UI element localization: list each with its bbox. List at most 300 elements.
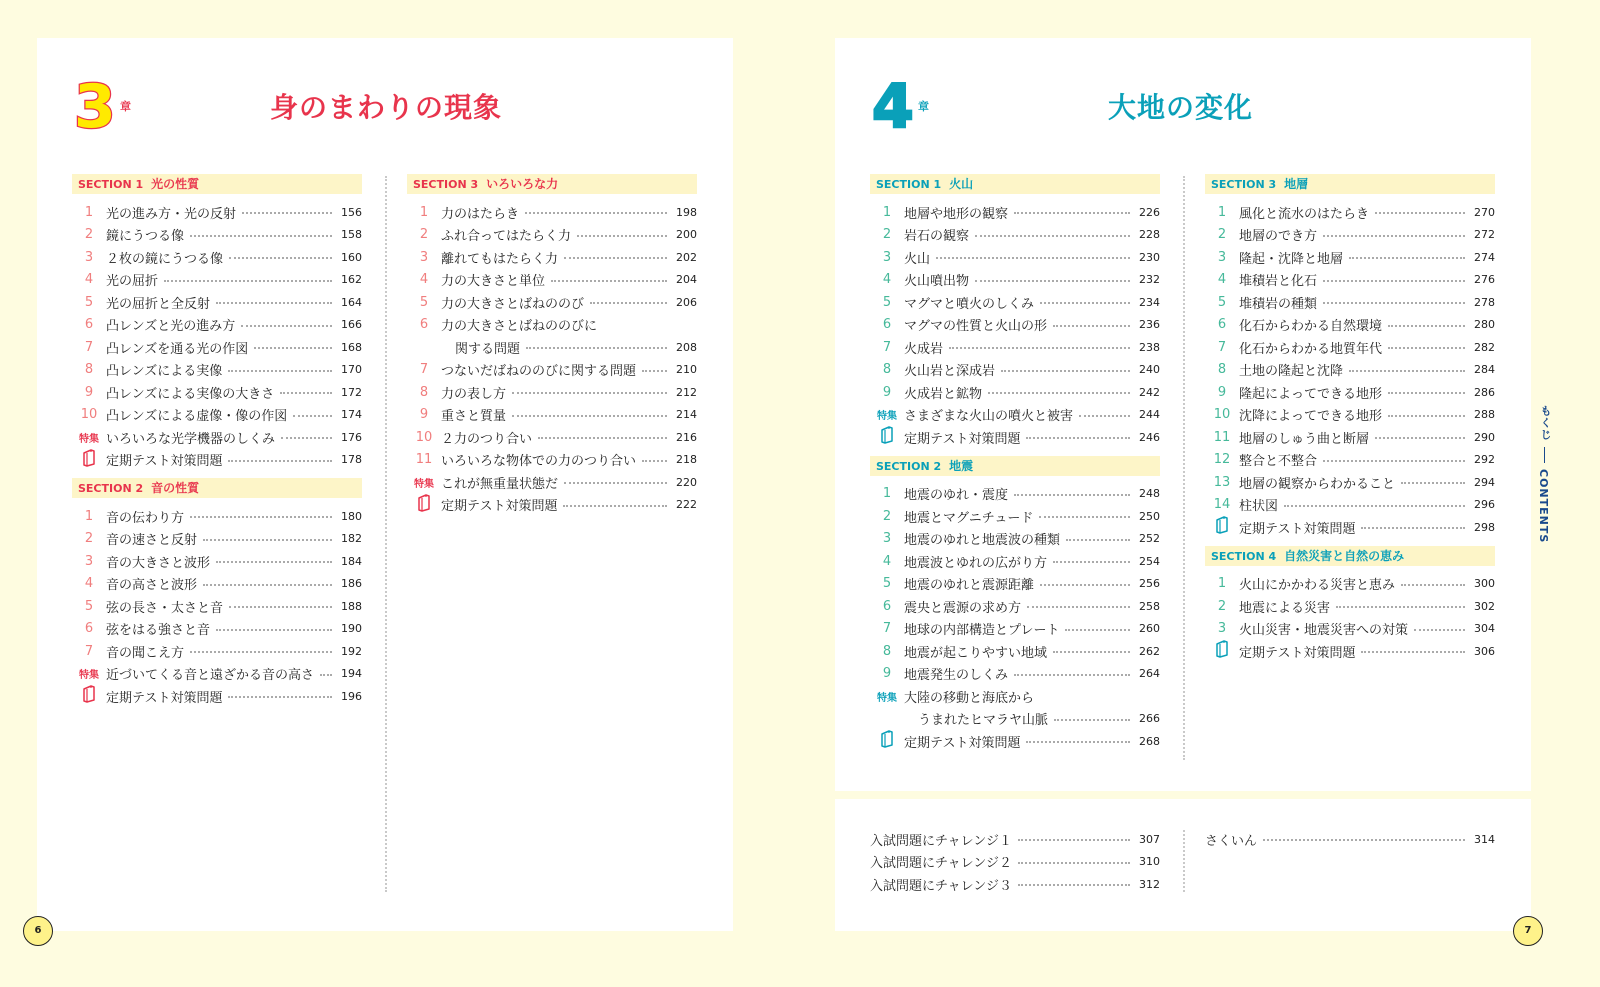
appendix-entry[interactable] (1205, 828, 1495, 851)
toc-entry[interactable] (870, 550, 1160, 573)
dot-leader (254, 347, 332, 349)
dot-leader (320, 674, 332, 676)
entry-number: 3 (84, 249, 94, 265)
toc-entry[interactable] (72, 359, 362, 382)
dot-leader (564, 257, 667, 259)
entry-page: 190 (341, 622, 362, 636)
toc-entry[interactable] (407, 246, 697, 269)
entry-number: 2 (419, 227, 429, 243)
special-feature-badge: 特集 (877, 692, 897, 704)
entry-title: 地層のしゅう曲と断層 (1239, 431, 1370, 447)
special-feature-badge: 特集 (79, 670, 99, 682)
toc-entry[interactable] (72, 685, 362, 708)
toc-entry[interactable] (870, 269, 1160, 292)
appendix-entry[interactable] (870, 851, 1160, 874)
toc-entry[interactable] (72, 224, 362, 247)
dot-leader (512, 392, 667, 394)
dot-leader (216, 629, 332, 631)
section-label: SECTION 3 (413, 178, 479, 191)
entry-title: 関する問題 (455, 341, 521, 357)
toc-entry[interactable] (72, 269, 362, 292)
entry-number: 8 (419, 384, 429, 400)
entry-page: 252 (1139, 532, 1160, 546)
toc-entry[interactable] (870, 730, 1160, 753)
entry-title: 岩石の観察 (904, 229, 970, 245)
entry-title: 堆積岩と化石 (1239, 274, 1318, 290)
toc-entry[interactable] (72, 404, 362, 427)
dot-leader (1039, 516, 1130, 518)
toc-entry[interactable] (1205, 201, 1495, 224)
toc-entry[interactable] (407, 404, 697, 427)
entry-page: 276 (1474, 273, 1495, 287)
dot-leader (1026, 741, 1130, 743)
entry-title: ２力のつり合い (441, 431, 533, 447)
special-feature-badge: 特集 (877, 411, 897, 423)
entry-page: 176 (341, 430, 362, 444)
entry-title: 火山噴出物 (904, 274, 970, 290)
entry-page: 216 (676, 430, 697, 444)
toc-column (72, 174, 362, 708)
entry-number: 6 (882, 317, 892, 333)
dot-leader (1018, 839, 1130, 841)
toc-entry[interactable] (1205, 640, 1495, 663)
section-label: SECTION 2 (78, 482, 144, 495)
entry-page: 194 (341, 667, 362, 681)
toc-entry[interactable] (72, 573, 362, 596)
section-title: 自然災害と自然の恵み (1284, 548, 1405, 563)
entry-title: 定期テスト対策問題 (1239, 645, 1356, 661)
entry-title: いろいろな光学機器のしくみ (106, 431, 276, 447)
entry-title: いろいろな物体での力のつり合い (441, 454, 637, 470)
entry-number: 2 (1217, 598, 1227, 614)
section-spacer (72, 194, 362, 201)
toc-entry[interactable] (72, 201, 362, 224)
dot-leader (1054, 719, 1130, 721)
toc-entry[interactable] (72, 426, 362, 449)
entry-title: 力の大きさとばねののびに (441, 319, 598, 335)
entry-page: 160 (341, 250, 362, 264)
toc-entry[interactable] (870, 483, 1160, 506)
entry-number: 8 (882, 643, 892, 659)
toc-entry[interactable] (1205, 269, 1495, 292)
entry-title: 火山災害・地震災害への対策 (1239, 623, 1409, 639)
toc-entry[interactable] (72, 640, 362, 663)
entry-page: 248 (1139, 487, 1160, 501)
dot-leader (164, 280, 332, 282)
toc-entry[interactable] (1205, 573, 1495, 596)
dot-leader (1053, 325, 1130, 327)
entry-number: 7 (84, 339, 94, 355)
toc-entry[interactable] (407, 449, 697, 472)
entry-title: さくいん (1205, 833, 1258, 849)
entry-title: マグマの性質と火山の形 (904, 319, 1048, 335)
entry-title: 化石からわかる自然環境 (1239, 319, 1383, 335)
dot-leader (228, 460, 332, 462)
dot-leader (551, 280, 667, 282)
dot-leader (590, 302, 667, 304)
entry-number: 6 (1217, 317, 1227, 333)
toc-entry[interactable] (870, 314, 1160, 337)
entry-title: 音の速さと反射 (106, 533, 198, 549)
dot-leader (1388, 392, 1465, 394)
toc-entry[interactable] (1205, 595, 1495, 618)
toc-entry[interactable] (72, 663, 362, 686)
toc-entry[interactable] (72, 381, 362, 404)
entry-title: 重さと質量 (441, 409, 507, 425)
section-heading (870, 456, 1160, 476)
entry-page: 172 (341, 385, 362, 399)
entry-page: 278 (1474, 295, 1495, 309)
entry-title: 堆積岩の種類 (1239, 296, 1318, 312)
entry-page: 178 (341, 453, 362, 467)
dot-leader (229, 606, 332, 608)
entry-number: 4 (419, 272, 429, 288)
entry-title: 土地の隆起と沈降 (1239, 364, 1344, 380)
dot-leader (228, 696, 332, 698)
entry-title: うまれたヒマラヤ山脈 (918, 713, 1049, 729)
entry-number: 9 (882, 384, 892, 400)
chapter-number: 4 (872, 72, 914, 142)
entry-page: 302 (1474, 599, 1495, 613)
dot-leader (1361, 527, 1465, 529)
entry-number: 10 (80, 407, 98, 423)
chapter-number: 3 (74, 72, 116, 142)
section-spacer (1205, 566, 1495, 573)
toc-entry[interactable] (870, 404, 1160, 427)
entry-title: 定期テスト対策問題 (1239, 521, 1356, 537)
entry-page: 220 (676, 475, 697, 489)
toc-entry[interactable] (407, 336, 697, 359)
entry-page: 298 (1474, 520, 1495, 534)
entry-number: 6 (84, 317, 94, 333)
entry-title: 弦の長さ・太さと音 (106, 600, 224, 616)
toc-entry[interactable] (1205, 291, 1495, 314)
entry-title: 力の大きさと単位 (441, 274, 546, 290)
dot-leader (241, 325, 332, 327)
dot-leader (1066, 539, 1130, 541)
entry-number: 1 (84, 508, 94, 524)
dot-leader (216, 302, 332, 304)
entry-number: 4 (1217, 272, 1227, 288)
entry-number: 4 (882, 553, 892, 569)
dot-leader (1401, 482, 1465, 484)
entry-title: 力の大きさとばねののび (441, 296, 585, 312)
toc-entry[interactable] (72, 449, 362, 472)
entry-number: 5 (882, 294, 892, 310)
toc-column (1205, 174, 1495, 663)
entry-page: 288 (1474, 408, 1495, 422)
entry-title: ふれ合ってはたらく力 (441, 229, 572, 245)
entry-title: 光の進み方・光の反射 (106, 206, 237, 222)
toc-entry[interactable] (1205, 516, 1495, 539)
section-heading (1205, 174, 1495, 194)
dot-leader (1284, 505, 1465, 507)
toc-entry[interactable] (870, 246, 1160, 269)
side-divider (1544, 447, 1545, 463)
dot-leader (203, 539, 332, 541)
entry-title: 沈降によってできる地形 (1239, 409, 1383, 425)
entry-title: 風化と流水のはたらき (1239, 206, 1370, 222)
dot-leader (949, 347, 1130, 349)
entry-page: 284 (1474, 363, 1495, 377)
entry-page: 166 (341, 318, 362, 332)
entry-page: 242 (1139, 385, 1160, 399)
entry-title: 音の伝わり方 (106, 510, 185, 526)
entry-title: 定期テスト対策問題 (904, 431, 1021, 447)
appendix-entry[interactable] (870, 828, 1160, 851)
dot-leader (577, 235, 667, 237)
entry-title: 火山 (904, 251, 931, 267)
entry-number: 9 (882, 666, 892, 682)
toc-entry[interactable] (72, 505, 362, 528)
entry-page: 307 (1139, 832, 1160, 846)
toc-entry[interactable] (1205, 618, 1495, 641)
entry-page: 174 (341, 408, 362, 422)
entry-number: 8 (84, 362, 94, 378)
dot-leader (1065, 629, 1130, 631)
entry-page: 244 (1139, 408, 1160, 422)
toc-entry[interactable] (407, 471, 697, 494)
entry-page: 304 (1474, 622, 1495, 636)
section-heading (407, 174, 697, 194)
toc-entry[interactable] (1205, 246, 1495, 269)
entry-title: 入試問題にチャレンジ３ (870, 878, 1012, 894)
entry-number: 2 (882, 508, 892, 524)
dot-leader (1263, 839, 1465, 841)
toc-entry[interactable] (870, 426, 1160, 449)
entry-title: 整合と不整合 (1239, 454, 1318, 470)
entry-title: 音の高さと波形 (106, 578, 198, 594)
section-heading (1205, 546, 1495, 566)
dot-leader (1053, 651, 1130, 653)
dot-leader (512, 415, 667, 417)
toc-entry[interactable] (72, 618, 362, 641)
entry-title: 定期テスト対策問題 (106, 454, 223, 470)
side-label-jp: もくじ (1539, 405, 1552, 441)
toc-entry[interactable] (870, 291, 1160, 314)
toc-entry[interactable] (407, 314, 697, 337)
dot-leader (293, 415, 332, 417)
toc-entry[interactable] (407, 291, 697, 314)
entry-number: 3 (882, 249, 892, 265)
toc-entry[interactable] (1205, 224, 1495, 247)
entry-page: 158 (341, 228, 362, 242)
test-booklet-icon (72, 685, 106, 707)
entry-number: 4 (84, 576, 94, 592)
toc-entry[interactable] (870, 618, 1160, 641)
toc-entry[interactable] (870, 528, 1160, 551)
dot-leader (975, 280, 1130, 282)
section-spacer (1205, 194, 1495, 201)
toc-entry[interactable] (1205, 471, 1495, 494)
toc-entry[interactable] (1205, 336, 1495, 359)
toc-entry[interactable] (870, 685, 1160, 708)
entry-page: 222 (676, 498, 697, 512)
dot-leader (1388, 415, 1465, 417)
toc-entry[interactable] (1205, 494, 1495, 517)
toc-entry[interactable] (870, 336, 1160, 359)
dot-leader (642, 460, 667, 462)
dot-leader (229, 257, 332, 259)
entry-page: 262 (1139, 644, 1160, 658)
toc-entry[interactable] (1205, 404, 1495, 427)
entry-number: 3 (1217, 621, 1227, 637)
dot-leader (242, 212, 332, 214)
entry-number: 5 (419, 294, 429, 310)
toc-entry[interactable] (870, 595, 1160, 618)
dot-leader (1349, 257, 1465, 259)
entry-title: 大陸の移動と海底から (904, 690, 1035, 706)
entry-title: 柱状図 (1239, 499, 1279, 515)
toc-entry[interactable] (1205, 381, 1495, 404)
toc-entry[interactable] (870, 573, 1160, 596)
entry-page: 254 (1139, 554, 1160, 568)
entry-page: 186 (341, 577, 362, 591)
entry-page: 168 (341, 340, 362, 354)
toc-entry[interactable] (72, 595, 362, 618)
toc-entry[interactable] (407, 201, 697, 224)
entry-number: 5 (84, 598, 94, 614)
entry-title: 凸レンズと光の進み方 (106, 319, 236, 335)
toc-entry[interactable] (407, 426, 697, 449)
dot-leader (190, 516, 332, 518)
dot-leader (1375, 437, 1465, 439)
toc-entry[interactable] (72, 291, 362, 314)
dot-leader (1018, 884, 1130, 886)
toc-entry[interactable] (870, 640, 1160, 663)
toc-entry[interactable] (72, 528, 362, 551)
dot-leader (1053, 561, 1130, 563)
entry-page: 258 (1139, 599, 1160, 613)
dot-leader (203, 584, 332, 586)
toc-entry[interactable] (72, 314, 362, 337)
entry-title: 隆起・沈降と地層 (1239, 251, 1344, 267)
entry-number: 7 (1217, 339, 1227, 355)
toc-entry[interactable] (870, 201, 1160, 224)
entry-number: 2 (84, 227, 94, 243)
entry-title: これが無重量状態だ (441, 476, 559, 492)
entry-title: 定期テスト対策問題 (441, 499, 558, 515)
entry-title: 地層や地形の観察 (904, 206, 1009, 222)
entry-page: 314 (1474, 832, 1495, 846)
dot-leader (988, 392, 1130, 394)
section-heading (72, 174, 362, 194)
section-label: SECTION 4 (1211, 549, 1277, 563)
entry-number: 6 (419, 317, 429, 333)
entry-page: 228 (1139, 228, 1160, 242)
entry-title: 音の聞こえ方 (106, 645, 185, 661)
dot-leader (1414, 629, 1465, 631)
toc-entry[interactable] (72, 336, 362, 359)
entry-number: 1 (882, 204, 892, 220)
dot-leader (564, 482, 667, 484)
entry-page: 192 (341, 644, 362, 658)
section-label: SECTION 3 (1211, 178, 1277, 191)
entry-page: 300 (1474, 577, 1495, 591)
appendix-entry[interactable] (870, 873, 1160, 896)
toc-entry[interactable] (1205, 449, 1495, 472)
toc-entry[interactable] (72, 246, 362, 269)
section-label: SECTION 1 (78, 178, 144, 191)
dot-leader (1375, 212, 1465, 214)
toc-entry[interactable] (870, 224, 1160, 247)
page-number-badge: 7 (1513, 916, 1543, 946)
entry-number: 4 (882, 272, 892, 288)
toc-entry[interactable] (72, 550, 362, 573)
side-index-tab (1537, 405, 1551, 543)
toc-entry[interactable] (1205, 426, 1495, 449)
toc-entry[interactable] (870, 708, 1160, 731)
toc-entry[interactable] (407, 269, 697, 292)
entry-page: 282 (1474, 340, 1495, 354)
entry-title: さまざまな火山の噴火と被害 (904, 409, 1074, 425)
section-title: 地層 (1284, 177, 1309, 191)
entry-page: 164 (341, 295, 362, 309)
entry-page: 196 (341, 689, 362, 703)
entry-page: 294 (1474, 475, 1495, 489)
dot-leader (1014, 674, 1130, 676)
entry-title: 地震が起こりやすい地域 (904, 645, 1048, 661)
entry-title: 定期テスト対策問題 (904, 735, 1021, 751)
entry-number: 2 (84, 531, 94, 547)
toc-entry[interactable] (407, 494, 697, 517)
entry-page: 182 (341, 532, 362, 546)
toc-entry[interactable] (870, 359, 1160, 382)
entry-number: 1 (882, 486, 892, 502)
chapter-suffix: 章 (918, 100, 929, 113)
entry-page: 264 (1139, 667, 1160, 681)
entry-number: 7 (419, 362, 429, 378)
toc-entry[interactable] (870, 381, 1160, 404)
dot-leader (1040, 302, 1130, 304)
dot-leader (642, 370, 667, 372)
entry-page: 296 (1474, 498, 1495, 512)
entry-page: 250 (1139, 509, 1160, 523)
dot-leader (1323, 302, 1465, 304)
entry-title: 火成岩と鉱物 (904, 386, 983, 402)
section-title: 光の性質 (151, 177, 200, 191)
toc-entry[interactable] (407, 359, 697, 382)
entry-title: 凸レンズを通る光の作図 (106, 341, 249, 357)
entry-number: 1 (84, 204, 94, 220)
entry-page: 306 (1474, 644, 1495, 658)
entry-page: 208 (676, 340, 697, 354)
section-spacer (1205, 539, 1495, 546)
dot-leader (525, 212, 667, 214)
entry-page: 272 (1474, 228, 1495, 242)
entry-page: 312 (1139, 877, 1160, 891)
page-number-badge: 6 (23, 916, 53, 946)
section-spacer (72, 471, 362, 478)
toc-entry[interactable] (870, 505, 1160, 528)
entry-number: 2 (1217, 227, 1227, 243)
toc-entry[interactable] (1205, 359, 1495, 382)
entry-page: 268 (1139, 734, 1160, 748)
entry-page: 270 (1474, 205, 1495, 219)
toc-entry[interactable] (1205, 314, 1495, 337)
entry-title: つないだばねののびに関する問題 (441, 364, 637, 380)
column-divider (385, 176, 387, 892)
chapter-3-header (74, 72, 514, 142)
entry-title: 凸レンズによる実像 (106, 364, 223, 380)
toc-entry[interactable] (870, 663, 1160, 686)
entry-title: 定期テスト対策問題 (106, 690, 223, 706)
entry-number: 10 (1213, 407, 1231, 423)
entry-page: 266 (1139, 712, 1160, 726)
toc-entry[interactable] (407, 224, 697, 247)
toc-entry[interactable] (407, 381, 697, 404)
entry-number: 5 (1217, 294, 1227, 310)
